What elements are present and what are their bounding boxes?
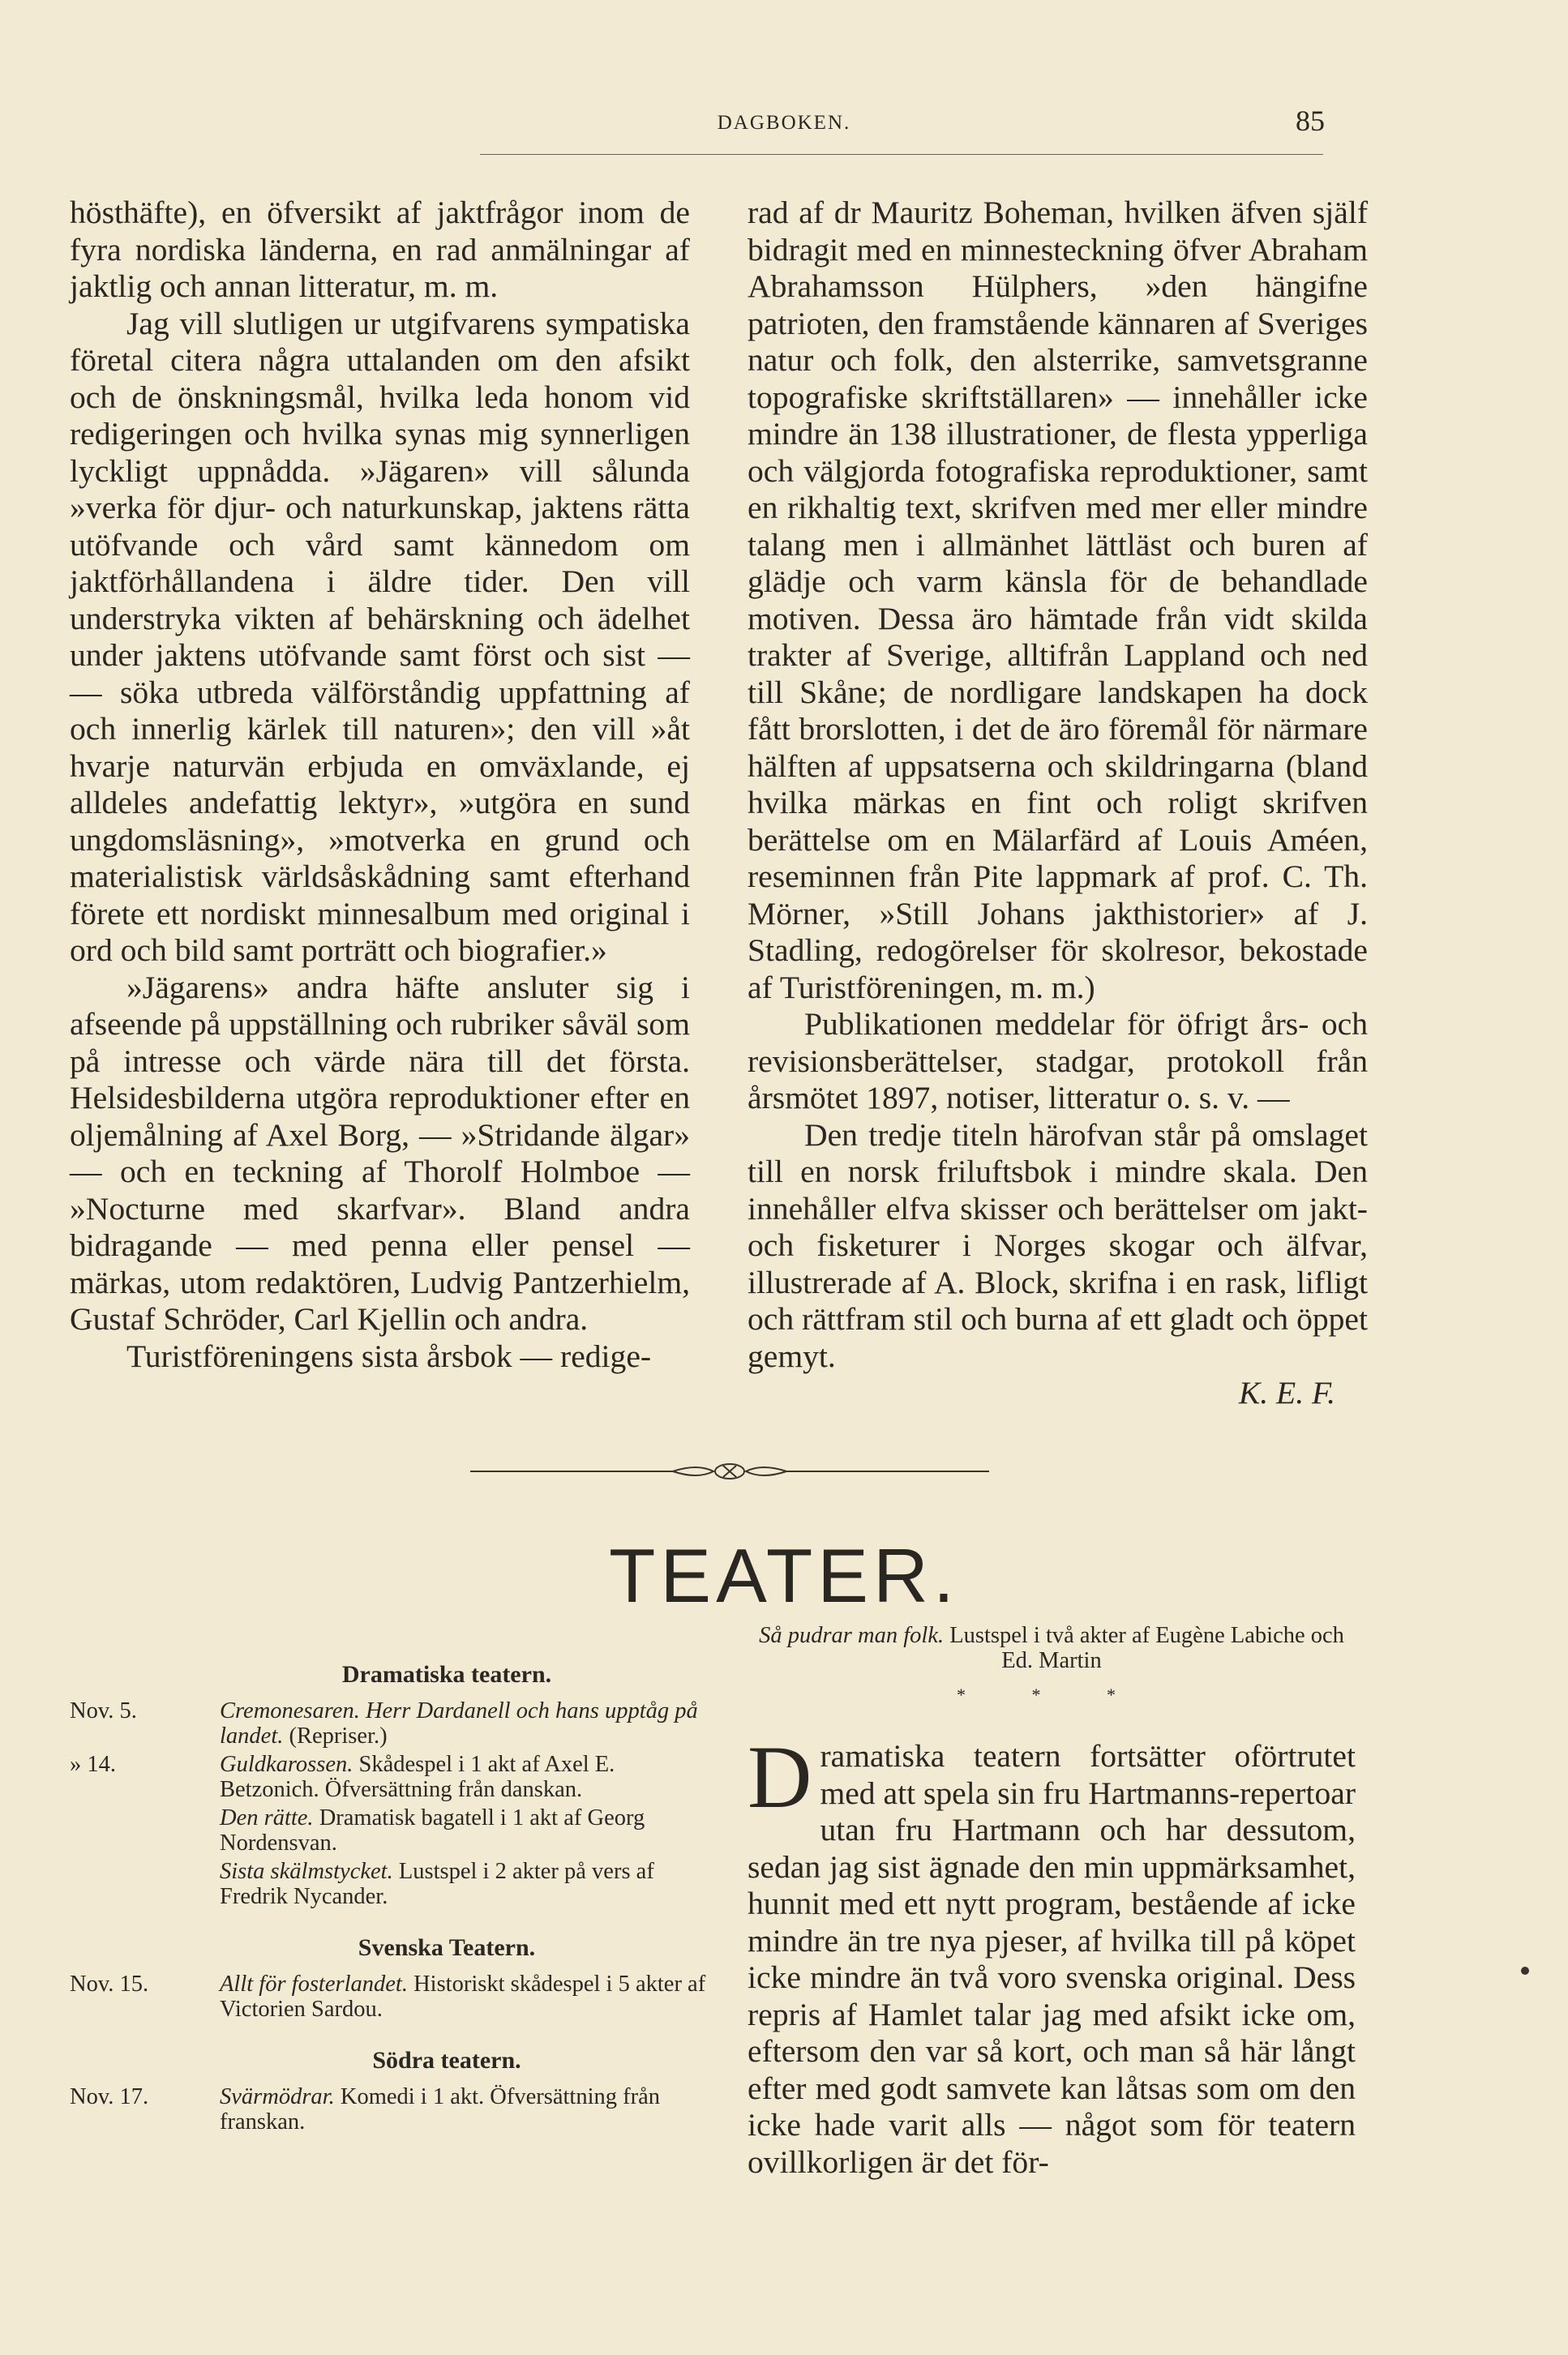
signature: K. E. F.: [1238, 1375, 1335, 1411]
section-title: TEATER.: [609, 1533, 959, 1618]
section-divider-ornament: [470, 1459, 989, 1484]
paragraph: Publikationen meddelar för öfrigt års- och revisionsberättelser, stadgar, protokoll från årsmötet 1897, notiser, litteratur o. s. v. —: [748, 1006, 1368, 1115]
theatre-review: [748, 1623, 1356, 2181]
theatre-name: Svenska Teatern.: [358, 1934, 536, 1961]
entry-title: Sista skälmstycket.: [220, 1859, 393, 1884]
entry-date: Nov. 15.: [70, 1972, 149, 1997]
right-column: [748, 195, 1368, 1412]
entry-title: Guldkarossen.: [220, 1752, 353, 1777]
programme-entry: [70, 1752, 710, 1802]
left-column: [70, 195, 690, 1375]
review-play-title: Så pudrar man folk.: [759, 1623, 945, 1648]
entry-date: Nov. 5.: [70, 1698, 137, 1723]
entry-title: Den rätte.: [220, 1805, 314, 1830]
entry-title: Allt för fosterlandet.: [220, 1972, 408, 1997]
paragraph: Turistföreningens sista årsbok — redige-: [126, 1338, 652, 1374]
paragraph: Den tredje titeln härofvan står på omslaget till en norsk friluftsbok i mindre skala. Den innehåller elfva skisser och berättelser om jakt- och fisketurer i Norges skogar och älfvar, illustrerade af A. Block, skrifna i en rask, lifligt och rättfram stil och burna af ett gladt och öppet gemyt.: [748, 1116, 1368, 1374]
theatre-programme: [70, 1662, 710, 2138]
header-rule: [480, 154, 1323, 155]
programme-entry: [70, 1859, 710, 1909]
theatre-name: Södra teatern.: [372, 2047, 521, 2074]
paragraph: »Jägarens» andra häfte ansluter sig i afseende på uppställning och rubriker såväl som på intresse och värde nära till det första. Helsidesbilderna utgöra reproduktioner efter en oljemålning af Axel Borg, — »Stridande älgar» — och en teckning af Thorolf Holmboe — »Nocturne med skarfvar». Bland andra bidragande — med penna eller pensel — märkas, utom redaktören, Ludvig Pantzerhielm, Gustaf Schröder, Carl Kjellin och andra.: [70, 969, 690, 1337]
review-body: [748, 1728, 1356, 2181]
page-number: 85: [1296, 105, 1325, 137]
signature-line: [748, 1375, 1368, 1412]
asterism: * * *: [957, 1685, 1146, 1705]
programme-entry: [70, 1805, 710, 1856]
review-header: [748, 1623, 1356, 1673]
programme-entry: [70, 1698, 710, 1749]
entry-date: Nov. 17.: [70, 2084, 149, 2109]
drop-cap: D: [748, 1728, 812, 1826]
paragraph: Jag vill slutligen ur utgifvarens sympatiska företal citera några uttalanden om den afsikt och de önskningsmål, hvilka leda honom vid redigeringen och hvilka synas mig synnerligen lyckligt uppnådda. »Jägaren» vill sålunda »verka för djur- och naturkunskap, jaktens rätta utöfvande och vård samt kännedom om jaktförhållandena i äldre tider. Den vill understryka vikten af behärskning och ädelhet under jaktens utöfvande samt först och sist — — söka utbreda välförståndig uppfattning af och innerlig kärlek till naturen»; den vill »åt hvarje naturvän erbjuda en omväxlande, ej alldeles andefattig lektyr», »utgöra en sund ungdomsläsning», »motverka en grund och materialistisk världsåskådning samt efterhand förete ett nordiskt minnesalbum med original i ord och bild samt porträtt och biografier.»: [70, 305, 690, 968]
margin-dot: [1521, 1967, 1529, 1975]
entry-note: (Repriser.): [289, 1723, 388, 1749]
programme-entry: [70, 2084, 710, 2134]
entry-note: Komedi i 1 akt. Öfversättning från franskan.: [220, 2084, 661, 2134]
entry-note: Lustspel i 2 akter på vers af Fredrik Nycander.: [220, 1859, 654, 1909]
entry-title: Svärmödrar.: [220, 2084, 335, 2109]
entry-note: Skådespel i 1 akt af Axel E. Betzonich. Öfversättning från danskan.: [220, 1752, 615, 1802]
review-text: ramatiska teatern fortsätter oförtrutet med att spela sin fru Hartmanns-repertoar utan fru Hartmann och har dessutom, sedan jag sist ägnade den min uppmärksamhet, hunnit med ett nytt program, bestående af icke mindre än tre nya pjeser, af hvilka till på köpet icke mindre än två voro svenska original. Dess repris af Hamlet talar jag med afsikt icke om, eftersom den var så kort, och man så här långt efter med godt samvete kan låtsas som om den icke hade varit alls — något som för teatern ovillkorligen är det för-: [748, 1738, 1356, 2180]
paragraph: hösthäfte), en öfversikt af jaktfrågor inom de fyra nordiska länderna, en rad anmälningar af jaktlig och annan litteratur, m. m.: [70, 195, 690, 304]
entry-note: Historiskt skådespel i 5 akter af Victorien Sardou.: [220, 1972, 706, 2022]
entry-title: Cremonesaren. Herr Dardanell och hans upptåg på landet.: [220, 1698, 698, 1749]
paragraph: rad af dr Mauritz Boheman, hvilken äfven själf bidragit med en minnesteckning öfver Abraham Abrahamsson Hülphers, »den hängifne patrioten, den framstående kännaren af Sveriges natur och folk, den alsterrike, samvetsgranne topografiske skriftställaren» — innehåller icke mindre än 138 illustrationer, de flesta ypperliga och välgjorda fotografiska reproduktioner, samt en rikhaltig text, skrifven med mer eller mindre talang men i allmänhet lättläst och buren af glädje och varm känsla för de behandlade motiven. Dessa äro hämtade från vidt skilda trakter af Sverige, alltifrån Lappland och ned till Skåne; de nordligare landskapen ha dock fått brorslotten, i det de äro föremål för närmare hälften af uppsatserna och skildringarna (bland hvilka märkas en fint och roligt skrifven berättelse om en Mälarfärd af Louis Améen, reseminnen från Pite lappmark af prof. C. Th. Mörner, »Still Johans jakthistorier» af J. Stadling, redogörelser för skolresor, bekostade af Turistföreningen, m. m.): [748, 195, 1368, 1005]
entry-date: » 14.: [70, 1752, 116, 1777]
running-title: DAGBOKEN.: [717, 112, 851, 134]
theatre-name: Dramatiska teatern.: [341, 1661, 552, 1688]
entry-note: Dramatisk bagatell i 1 akt af Georg Nordensvan.: [220, 1805, 645, 1856]
programme-entry: [70, 1972, 710, 2022]
review-play-note: Lustspel i två akter af Eugène Labiche och Ed. Martin: [949, 1623, 1344, 1673]
